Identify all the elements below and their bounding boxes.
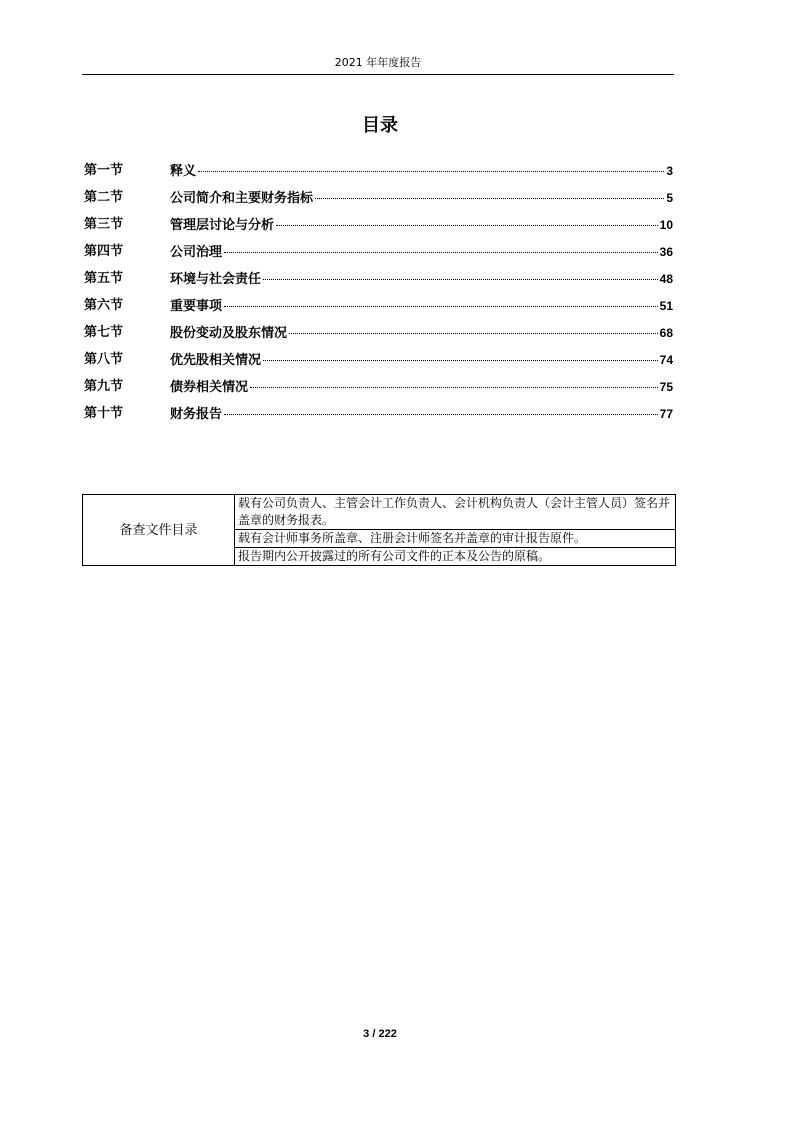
toc-section-title: 管理层讨论与分析 (170, 218, 275, 233)
toc-section-title: 释义 (170, 164, 197, 179)
running-header: 2021 年年度报告 (82, 56, 674, 75)
toc-section-title: 财务报告 (170, 407, 223, 422)
toc-section-title: 公司简介和主要财务指标 (170, 191, 314, 206)
toc-section-number: 第四节 (84, 244, 124, 259)
reference-documents-table (82, 494, 676, 566)
toc-row[interactable] (84, 351, 673, 378)
toc-entry (170, 270, 673, 289)
toc-dot-leader (224, 414, 658, 415)
reference-document-item: 载有公司负责人、主管会计工作负责人、会计机构负责人（会计主管人员）签名并盖章的财务报表。 (235, 495, 676, 530)
toc-page-number: 51 (659, 299, 673, 313)
toc-page-number: 48 (659, 272, 673, 286)
toc-section-title: 股份变动及股东情况 (170, 326, 288, 341)
reference-documents-heading: 备查文件目录 (83, 495, 235, 566)
table-row (83, 495, 676, 530)
reference-document-item: 报告期内公开披露过的所有公司文件的正本及公告的原稿。 (235, 548, 676, 566)
reference-document-item: 载有会计师事务所盖章、注册会计师签名并盖章的审计报告原件。 (235, 530, 676, 548)
toc-entry (170, 162, 673, 181)
toc-row[interactable] (84, 243, 673, 270)
toc-page-number: 3 (666, 164, 673, 178)
toc-dot-leader (224, 252, 658, 253)
toc-dot-leader (289, 333, 658, 334)
toc-page-number: 68 (659, 326, 673, 340)
toc-section-title: 优先股相关情况 (170, 353, 262, 368)
toc-entry (170, 216, 673, 235)
toc-page-number: 10 (659, 218, 673, 232)
toc-section-number: 第五节 (84, 271, 124, 286)
toc-row[interactable] (84, 270, 673, 297)
toc-entry (170, 405, 673, 424)
toc-page-number: 75 (659, 380, 673, 394)
toc-entry (170, 297, 673, 316)
toc-page-number: 77 (659, 407, 673, 421)
toc-dot-leader (263, 360, 658, 361)
toc-dot-leader (263, 279, 658, 280)
page-title: 目录 (362, 115, 398, 136)
toc-section-number: 第一节 (84, 163, 124, 178)
toc-page-number: 74 (659, 353, 673, 367)
toc-dot-leader (224, 306, 658, 307)
toc-page-number: 5 (666, 191, 673, 205)
toc-page-number: 36 (659, 245, 673, 259)
toc-entry (170, 324, 673, 343)
toc-entry (170, 378, 673, 397)
toc-row[interactable] (84, 216, 673, 243)
toc-row[interactable] (84, 378, 673, 405)
page-number-footer: 3 / 222 (363, 1028, 397, 1040)
toc-section-number: 第三节 (84, 217, 124, 232)
toc-section-title: 重要事项 (170, 299, 223, 314)
toc-entry (170, 351, 673, 370)
toc-section-title: 环境与社会责任 (170, 272, 262, 287)
toc-dot-leader (315, 198, 664, 199)
toc-section-number: 第九节 (84, 379, 124, 394)
toc-section-number: 第七节 (84, 325, 124, 340)
toc-row[interactable] (84, 189, 673, 216)
toc-section-number: 第八节 (84, 352, 124, 367)
toc-row[interactable] (84, 297, 673, 324)
toc-dot-leader (276, 225, 658, 226)
toc-section-title: 债券相关情况 (170, 380, 249, 395)
toc-section-number: 第六节 (84, 298, 124, 313)
toc-dot-leader (250, 387, 658, 388)
toc-section-number: 第二节 (84, 190, 124, 205)
table-of-contents (84, 162, 673, 432)
toc-entry (170, 189, 673, 208)
toc-dot-leader (198, 171, 664, 172)
toc-section-title: 公司治理 (170, 245, 223, 260)
toc-row[interactable] (84, 162, 673, 189)
toc-section-number: 第十节 (84, 406, 124, 421)
toc-entry (170, 243, 673, 262)
toc-row[interactable] (84, 405, 673, 432)
toc-row[interactable] (84, 324, 673, 351)
